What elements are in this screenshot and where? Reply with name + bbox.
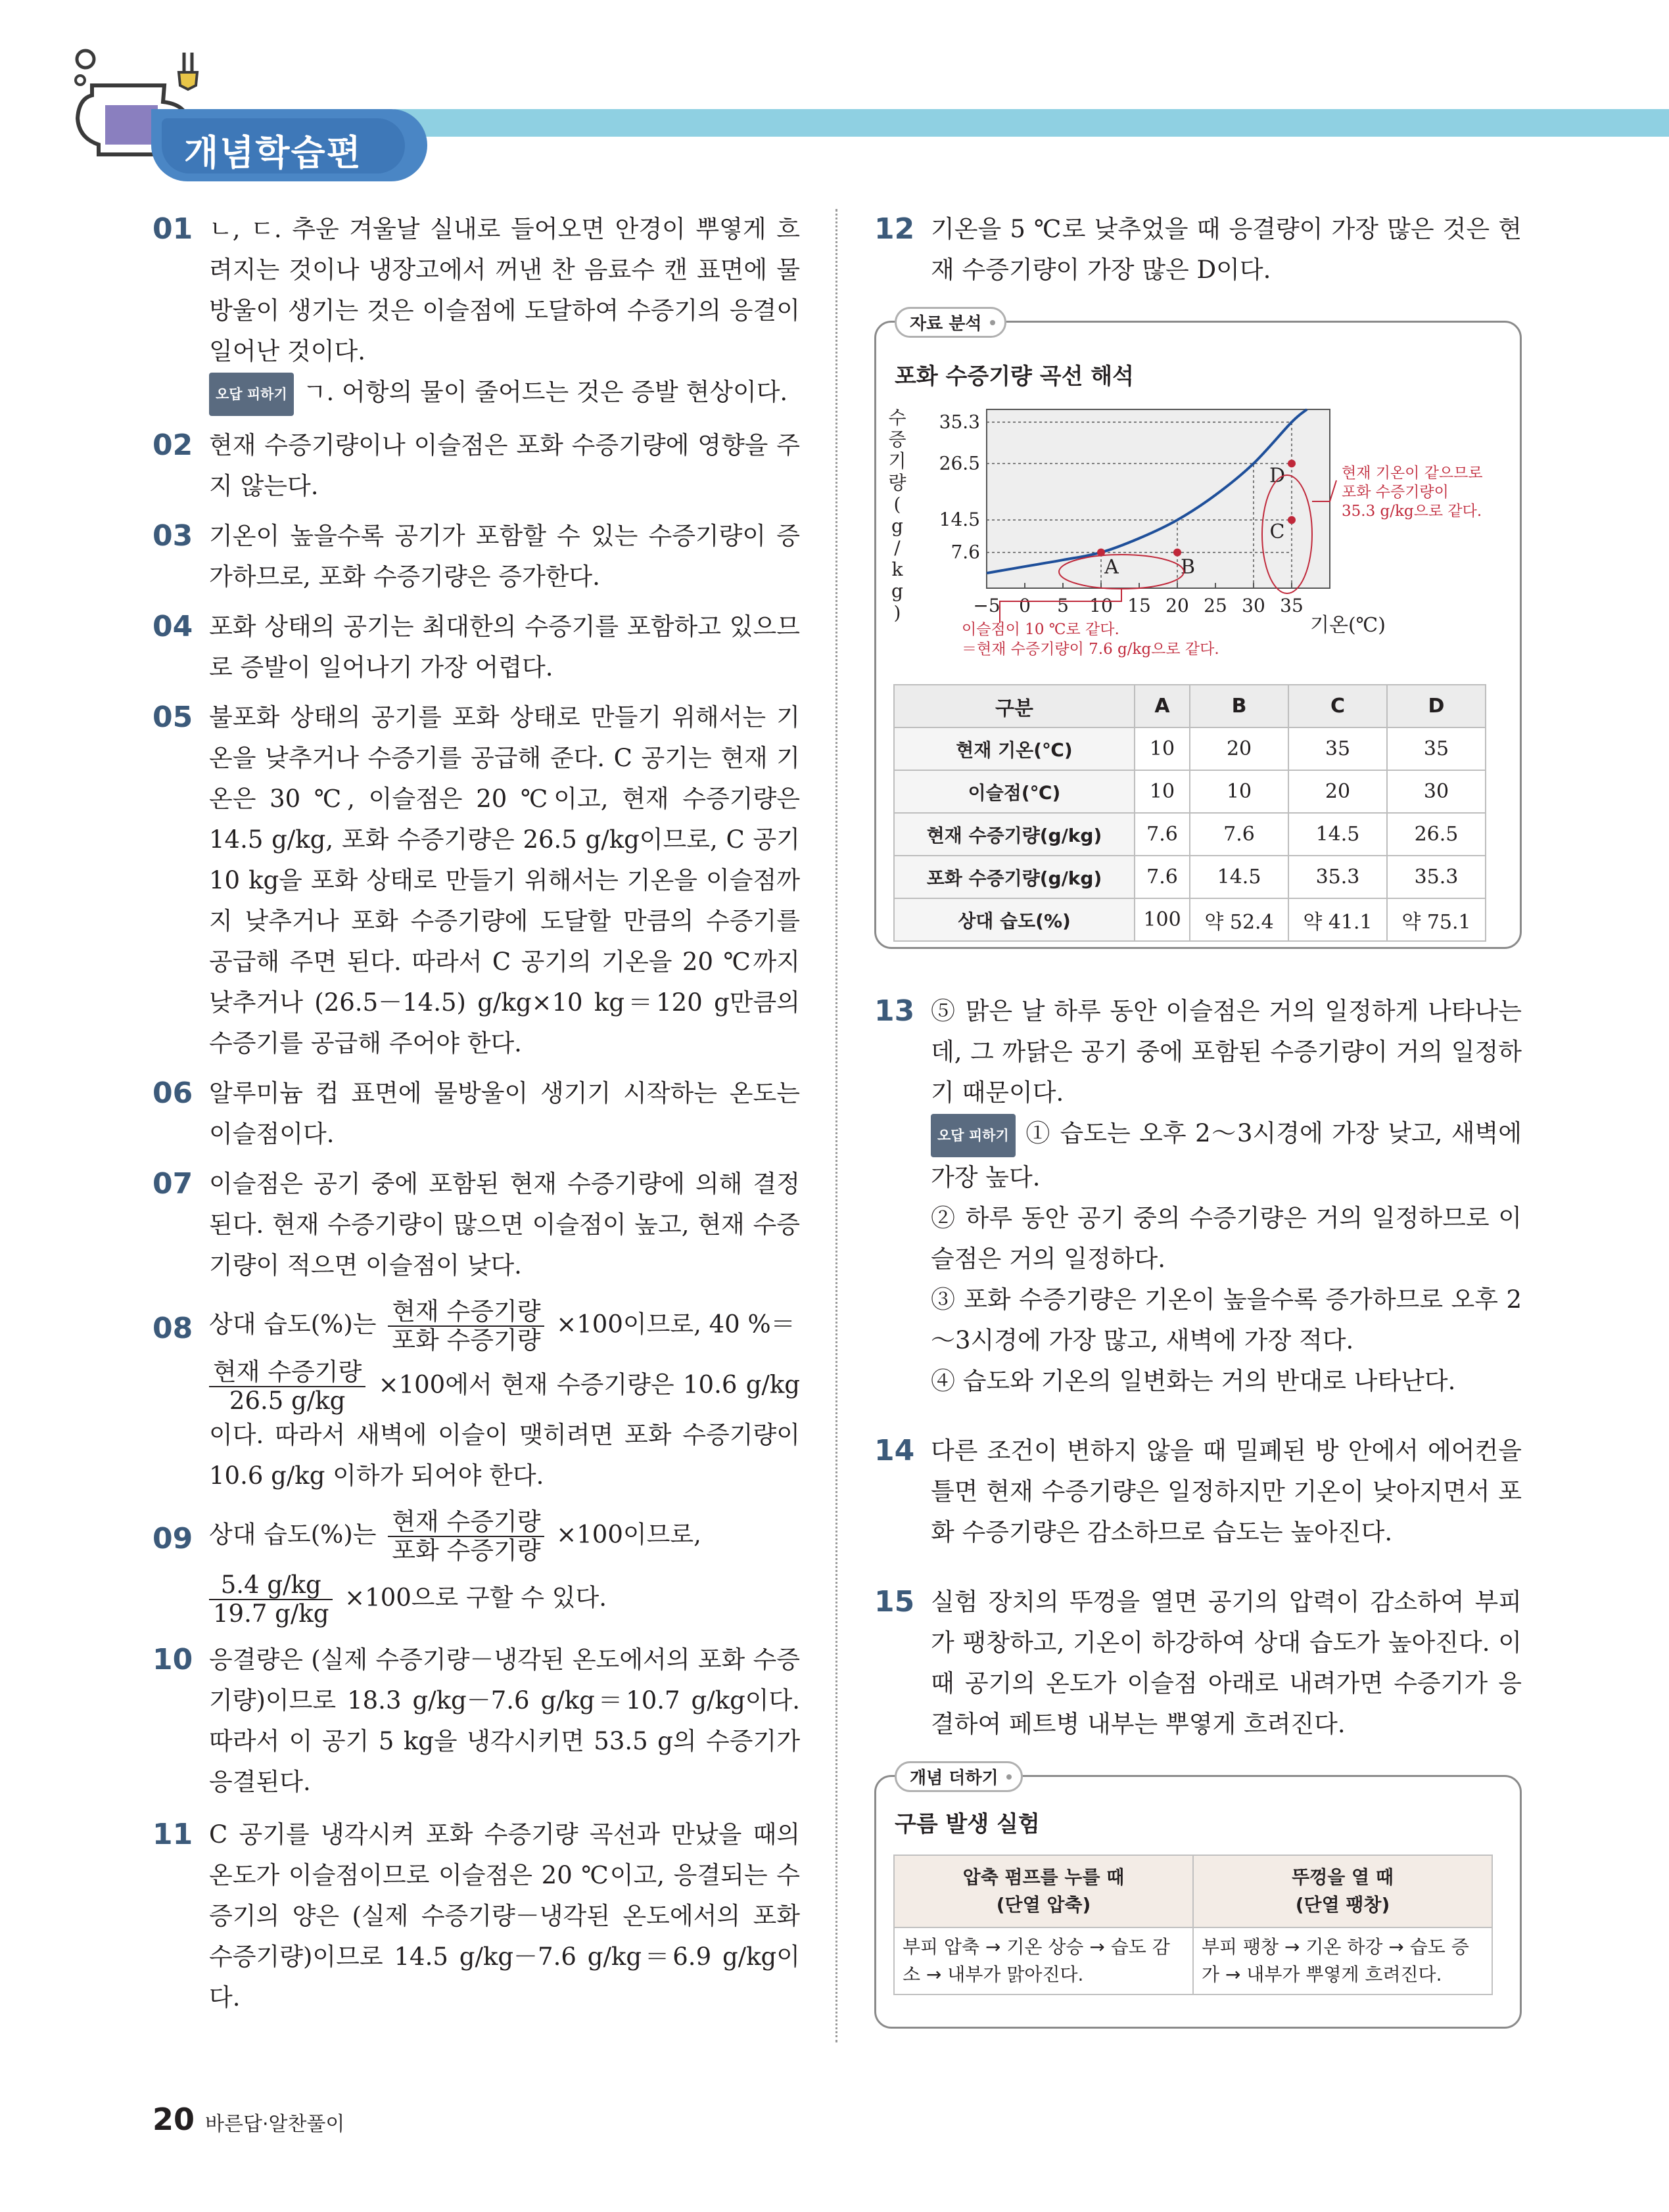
item-text: ⑤ 맑은 날 하루 동안 이슬점은 거의 일정하게 나타나는데, 그 까닭은 공기 중에 포함된 수증기량이 거의 일정하기 때문이다. [931, 997, 1522, 1107]
formula-middle: ×100이므로, 40 %＝ [556, 1310, 795, 1338]
note-line: ④ 습도와 기온의 일변화는 거의 반대로 나타난다. [931, 1366, 1456, 1395]
item-number: 04 [153, 609, 193, 643]
concept-table [893, 1855, 1493, 1995]
answer-item-13 [874, 991, 1522, 1402]
row-header: 상대 습도(%) [894, 898, 1135, 941]
formula-suffix: ×100에서 현재 수증기량은 10.6 g/kg이다. 따라서 새벽에 이슬이 맺히려면 포화 수증기량이 10.6 g/kg 이하가 되어야 한다. [209, 1370, 800, 1490]
header-bar [394, 109, 1669, 137]
numerator: 5.4 g/kg [209, 1571, 333, 1600]
item-formula-cont [209, 1571, 800, 1628]
numerator: 현재 수증기량 [209, 1358, 365, 1387]
left-column [153, 209, 800, 2018]
formula-suffix: ×100으로 구할 수 있다. [344, 1583, 607, 1611]
item-number: 09 [153, 1521, 193, 1555]
x-tick-label: 0 [1019, 595, 1031, 616]
answer-item-15 [874, 1582, 1522, 1745]
y-axis-label-char: g [891, 580, 903, 602]
numerator: 현재 수증기량 [388, 1508, 544, 1537]
denominator: 26.5 g/kg [229, 1386, 346, 1415]
item-text: 실험 장치의 뚜껑을 열면 공기의 압력이 감소하여 부피가 팽창하고, 기온이 하강하여 상대 습도가 높아진다. 이때 공기의 온도가 이슬점 아래로 내려가면 수증기가 응결하여 페트병 내부는 뿌옇게 흐려진다. [931, 1587, 1522, 1738]
table-cell: 7.6 [1190, 813, 1288, 856]
answer-item-14 [874, 1431, 1522, 1553]
analysis-box [874, 314, 1522, 949]
formula-prefix: 상대 습도(%)는 [209, 1310, 377, 1338]
item-text: 응결량은 (실제 수증기량－냉각된 온도에서의 포화 수증기량)이므로 18.3 g/kg－7.6 g/kg＝10.7 g/kg이다. 따라서 이 공기 5 kg을 냉각시키면 53.5 g의 수증기가 응결된다. [209, 1645, 800, 1796]
item-number: 05 [153, 700, 193, 734]
concept-cell: 부피 팽창 → 기온 하강 → 습도 증가 → 내부가 뿌옇게 흐려진다. [1193, 1927, 1492, 1994]
table-cell: 약 41.1 [1288, 898, 1387, 941]
table-cell: 14.5 [1190, 856, 1288, 898]
denominator: 포화 수증기량 [392, 1325, 541, 1354]
annotation-text: 이슬점이 10 ℃로 같다. [962, 621, 1119, 638]
annotation-text: 35.3 g/kg으로 같다. [1342, 503, 1482, 520]
denominator: 포화 수증기량 [392, 1536, 541, 1565]
x-tick-label: 5 [1057, 595, 1069, 616]
item-text: 기온을 5 ℃로 낮추었을 때 응결량이 가장 많은 것은 현재 수증기량이 가장 많은 D이다. [931, 215, 1522, 284]
item-formula-cont [209, 1358, 800, 1496]
answer-item-04 [153, 607, 800, 688]
y-axis-label-char: 수 [888, 407, 906, 428]
item-number: 03 [153, 518, 193, 553]
column-divider [835, 209, 837, 2042]
item-number: 13 [874, 994, 915, 1028]
concept-title: 구름 발생 실험 [895, 1810, 1040, 1837]
row-header: 현재 수증기량(g/kg) [894, 813, 1135, 856]
denominator: 19.7 g/kg [213, 1599, 329, 1628]
page-number: 20 [153, 2102, 195, 2137]
table-cell: 10 [1135, 770, 1190, 813]
footer-label: 바른답·알찬풀이 [205, 2113, 345, 2136]
y-axis-label-char: g [891, 515, 903, 537]
fraction [209, 1358, 365, 1415]
x-tick-label: 25 [1204, 595, 1227, 616]
item-formula [209, 1298, 800, 1354]
item-number: 08 [153, 1311, 193, 1345]
y-axis-label-char: 기 [888, 450, 906, 472]
table-cell: 30 [1387, 770, 1486, 813]
x-tick-label: −5 [973, 595, 1000, 616]
table-row [894, 727, 1486, 770]
table-cell: 7.6 [1135, 856, 1190, 898]
table-cell: 35.3 [1387, 856, 1486, 898]
answer-item-01 [153, 209, 800, 416]
item-number: 14 [874, 1433, 915, 1467]
annotation-text: ＝현재 수증기량이 7.6 g/kg으로 같다. [962, 641, 1219, 658]
item-number: 06 [153, 1076, 193, 1110]
data-point-C [1288, 516, 1296, 524]
x-tick-label: 20 [1165, 595, 1189, 616]
table-header: A [1135, 685, 1190, 727]
answer-item-08 [153, 1298, 800, 1496]
y-axis-label [888, 407, 906, 624]
table-cell: 35.3 [1288, 856, 1387, 898]
header-line: (단열 팽창) [1295, 1893, 1390, 1916]
page-title: 개념학습편 [184, 132, 362, 173]
table-cell: 26.5 [1387, 813, 1486, 856]
item-note [209, 372, 800, 416]
table-cell: 10 [1190, 770, 1288, 813]
x-tick-label: 15 [1127, 595, 1151, 616]
row-header: 현재 기온(℃) [894, 727, 1135, 770]
table-header: 구분 [894, 685, 1135, 727]
item-text: 불포화 상태의 공기를 포화 상태로 만들기 위해서는 기온을 낮추거나 수증기를 공급해 준다. C 공기는 현재 기온은 30 ℃, 이슬점은 20 ℃이고, 현재 수증기량은 14.5 g/kg, 포화 수증기량은 26.5 g/kg이므로, C 공기 10 kg을 포화 상태로 만들기 위해서는 기온을 이슬점까지 낮추거나 포화 수증기량에 도달할 만큼의 수증기를 공급해 주면 된다. 따라서 C 공기의 기온을 20 ℃까지 낮추거나 (26.5－14.5) g/kg×10 kg＝120 g만큼의 수증기를 공급해 주어야 한다. [209, 703, 800, 1057]
table-cell: 20 [1190, 727, 1288, 770]
table-cell: 20 [1288, 770, 1387, 813]
analysis-table [893, 684, 1486, 942]
row-header: 이슬점(℃) [894, 770, 1135, 813]
item-number: 15 [874, 1584, 915, 1619]
note-text: ㄱ. 어항의 물이 줄어드는 것은 증발 현상이다. [302, 378, 788, 406]
item-formula [209, 1508, 800, 1565]
avoid-wrong-tag: 오답 피하기 [209, 373, 294, 416]
point-label: B [1180, 555, 1196, 579]
y-axis-label-char: 량 [888, 472, 906, 494]
item-number: 02 [153, 428, 193, 462]
item-number: 12 [874, 212, 915, 246]
y-axis-label-char: ) [893, 602, 901, 624]
x-axis-label: 기온(℃) [1310, 614, 1386, 637]
row-header: 포화 수증기량(g/kg) [894, 856, 1135, 898]
table-cell: 35 [1387, 727, 1486, 770]
table-row [894, 856, 1486, 898]
y-axis-label-char: ( [893, 494, 901, 515]
y-axis-label-char: 증 [888, 428, 906, 450]
point-label: D [1269, 464, 1286, 488]
fraction [388, 1298, 544, 1354]
table-cell: 약 75.1 [1387, 898, 1486, 941]
avoid-wrong-tag: 오답 피하기 [931, 1114, 1016, 1157]
answer-item-09 [153, 1508, 800, 1628]
note-text: ① 습도는 오후 2～3시경에 가장 낮고, 새벽에 가장 높다. [931, 1119, 1522, 1191]
header-line: 뚜껑을 열 때 [1292, 1866, 1394, 1888]
concept-header [894, 1855, 1193, 1927]
table-header: D [1387, 685, 1486, 727]
item-text: 기온이 높을수록 공기가 포함할 수 있는 수증기량이 증가하므로, 포화 수증기량은 증가한다. [209, 521, 800, 591]
right-column [874, 209, 1522, 2029]
y-tick-label: 35.3 [939, 411, 980, 433]
item-note [931, 1113, 1522, 1198]
point-label: C [1269, 520, 1285, 544]
table-cell: 7.6 [1135, 813, 1190, 856]
annotation-text: 포화 수증기량이 [1342, 484, 1449, 501]
item-text: C 공기를 냉각시켜 포화 수증기량 곡선과 만났을 때의 온도가 이슬점이므로 이슬점은 20 ℃이고, 응결되는 수증기의 양은 (실제 수증기량－냉각된 온도에서의 포화 수증기량)이므로 14.5 g/kg－7.6 g/kg＝6.9 g/kg이다. [209, 1820, 800, 2012]
answer-item-03 [153, 516, 800, 597]
item-number: 10 [153, 1642, 193, 1676]
formula-middle: ×100이므로, [556, 1520, 701, 1548]
y-axis-label-char: / [894, 537, 901, 559]
table-cell: 100 [1135, 898, 1190, 941]
item-number: 11 [153, 1817, 193, 1851]
saturation-curve-chart [883, 396, 1514, 672]
table-row [894, 898, 1486, 941]
table-row [894, 813, 1486, 856]
note-line: ② 하루 동안 공기 중의 수증기량은 거의 일정하므로 이슬점은 거의 일정하다. [931, 1203, 1522, 1273]
table-header: C [1288, 685, 1387, 727]
table-header: B [1190, 685, 1288, 727]
concept-cell: 부피 압축 → 기온 상승 → 습도 감소 → 내부가 맑아진다. [894, 1927, 1193, 1994]
item-text: 알루미늄 컵 표면에 물방울이 생기기 시작하는 온도는 이슬점이다. [209, 1078, 800, 1148]
answer-item-02 [153, 425, 800, 507]
table-cell: 35 [1288, 727, 1387, 770]
fraction [388, 1508, 544, 1565]
y-tick-label: 26.5 [939, 452, 980, 474]
header-line: (단열 압축) [996, 1893, 1091, 1916]
item-text: 다른 조건이 변하지 않을 때 밀폐된 방 안에서 에어컨을 틀면 현재 수증기량은 일정하지만 기온이 낮아지면서 포화 수증기량은 감소하므로 습도는 높아진다. [931, 1436, 1522, 1546]
answer-item-07 [153, 1164, 800, 1286]
analysis-title: 포화 수증기량 곡선 해석 [895, 363, 1134, 390]
answer-item-06 [153, 1073, 800, 1155]
header-line: 압축 펌프를 누를 때 [962, 1866, 1125, 1888]
answer-item-05 [153, 697, 800, 1064]
item-number: 07 [153, 1166, 193, 1201]
fraction [209, 1571, 333, 1628]
table-cell: 14.5 [1288, 813, 1387, 856]
annotation-text: 현재 기온이 같으므로 [1342, 465, 1483, 482]
answer-item-12 [874, 209, 1522, 290]
y-axis-label-char: k [891, 559, 903, 580]
formula-prefix: 상대 습도(%)는 [209, 1520, 377, 1548]
analysis-label: 자료 분석 [895, 307, 1006, 338]
answer-item-11 [153, 1814, 800, 2018]
data-point-D [1288, 459, 1296, 467]
numerator: 현재 수증기량 [388, 1298, 544, 1327]
table-cell: 10 [1135, 727, 1190, 770]
item-number: 01 [153, 212, 193, 246]
item-text: 포화 상태의 공기는 최대한의 수증기를 포함하고 있으므로 증발이 일어나기 가장 어렵다. [209, 612, 800, 681]
y-tick-label: 7.6 [951, 541, 980, 563]
y-tick-label: 14.5 [939, 509, 980, 531]
concept-box [874, 1768, 1522, 2029]
note-line: ③ 포화 수증기량은 기온이 높을수록 증가하므로 오후 2～3시경에 가장 많고, 새벽에 가장 적다. [931, 1285, 1522, 1354]
x-tick-label: 30 [1242, 595, 1265, 616]
concept-header [1193, 1855, 1492, 1927]
table-cell: 약 52.4 [1190, 898, 1288, 941]
table-row [894, 770, 1486, 813]
x-tick-label: 10 [1089, 595, 1113, 616]
item-text: 이슬점은 공기 중에 포함된 현재 수증기량에 의해 결정된다. 현재 수증기량이 많으면 이슬점이 높고, 현재 수증기량이 적으면 이슬점이 낮다. [209, 1169, 800, 1279]
item-text: ㄴ, ㄷ. 추운 겨울날 실내로 들어오면 안경이 뿌옇게 흐려지는 것이나 냉장고에서 꺼낸 찬 음료수 캔 표면에 물방울이 생기는 것은 이슬점에 도달하여 수증기의 응결이 일어난 것이다. [209, 215, 800, 365]
answer-item-10 [153, 1640, 800, 1803]
concept-label: 개념 더하기 [895, 1761, 1023, 1792]
item-text: 현재 수증기량이나 이슬점은 포화 수증기량에 영향을 주지 않는다. [209, 430, 800, 500]
point-label: A [1104, 555, 1119, 579]
x-tick-label: 35 [1280, 595, 1304, 616]
